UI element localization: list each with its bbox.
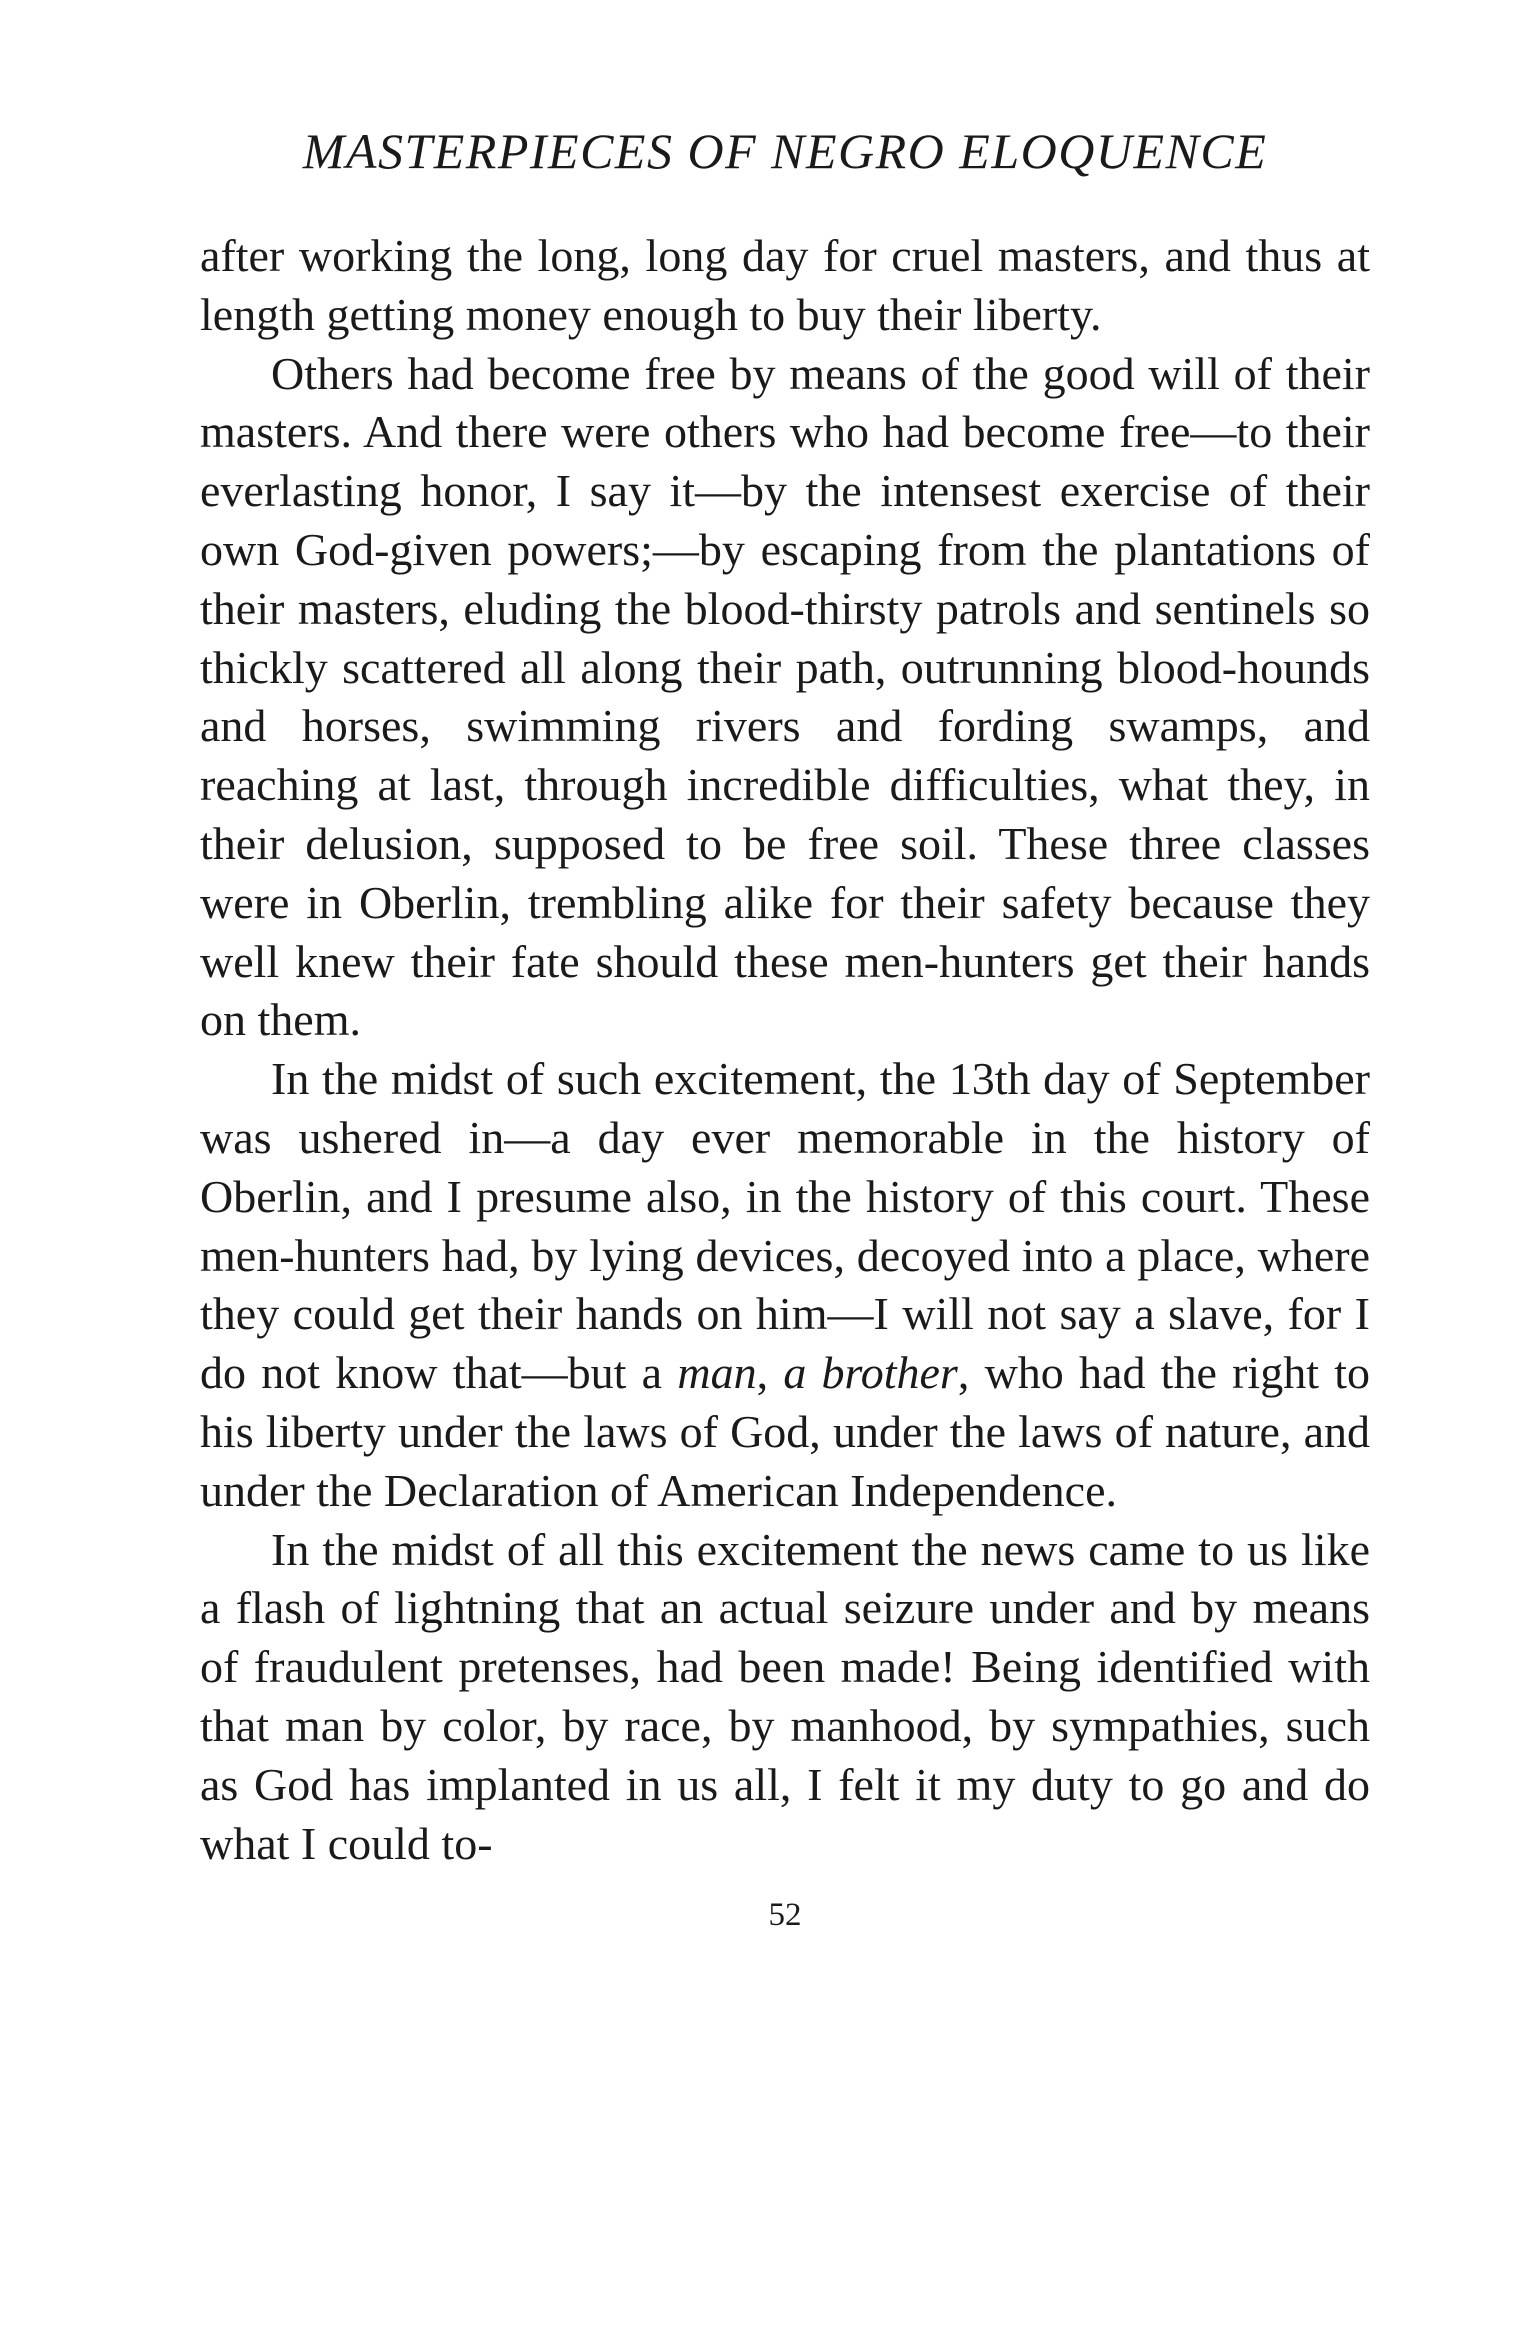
paragraph-3-italic-man: man: [677, 1347, 757, 1399]
paragraph-3-comma: ,: [756, 1347, 784, 1399]
paragraph-1-text: after working the long, long day for cruel masters, and thus at length getting money enough to buy their liberty.: [200, 230, 1370, 340]
paragraph-3-text-end: , who had the right to his liberty under the laws of God, under the laws of nature, and under the Declaration of American Independence.: [200, 1347, 1370, 1516]
paragraph-3-text: In the midst of such excitement, the 13th day of September was ushered in—a day ever memorable in the history of Oberlin, and I presume also, in the history of this court. These men-hunters had, by lying devices, decoyed into a place, where they could get their hands on him—I will not say a slave, for I do not know that—but a: [200, 1053, 1370, 1399]
paragraph-4: [200, 1521, 1370, 1874]
paragraph-4-text: In the midst of all this excitement the news came to us like a flash of lightning that an actual seizure under and by means of fraudulent pretenses, had been made! Being identified with that man by color, by race, by manhood, by sympathies, such as God has implanted in us all, I felt it my duty to go and do what I could to-: [200, 1523, 1370, 1869]
paragraph-2-text: Others had become free by means of the good will of their masters. And there were others who had become free—to their everlasting honor, I say it—by the intensest exercise of their own God-given powers;—by escaping from the plantations of their masters, eluding the blood-thirsty patrols and sentinels so thickly scattered all along their path, outrunning blood-hounds and horses, swimming rivers and fording swamps, and reaching at last, through incredible difficulties, what they, in their delusion, supposed to be free soil. These three classes were in Oberlin, trembling alike for their safety because they well knew their fate should these men-hunters get their hands on them.: [200, 347, 1370, 1046]
page-number: 52: [768, 1897, 802, 1933]
running-head: MASTERPIECES OF NEGRO ELOQUENCE: [302, 123, 1268, 179]
paragraph-2: [200, 345, 1370, 1051]
paragraph-3-italic-brother: a brother: [783, 1347, 958, 1399]
body-text: [200, 227, 1370, 1873]
paragraph-3: [200, 1050, 1370, 1520]
paragraph-1: [200, 227, 1370, 345]
